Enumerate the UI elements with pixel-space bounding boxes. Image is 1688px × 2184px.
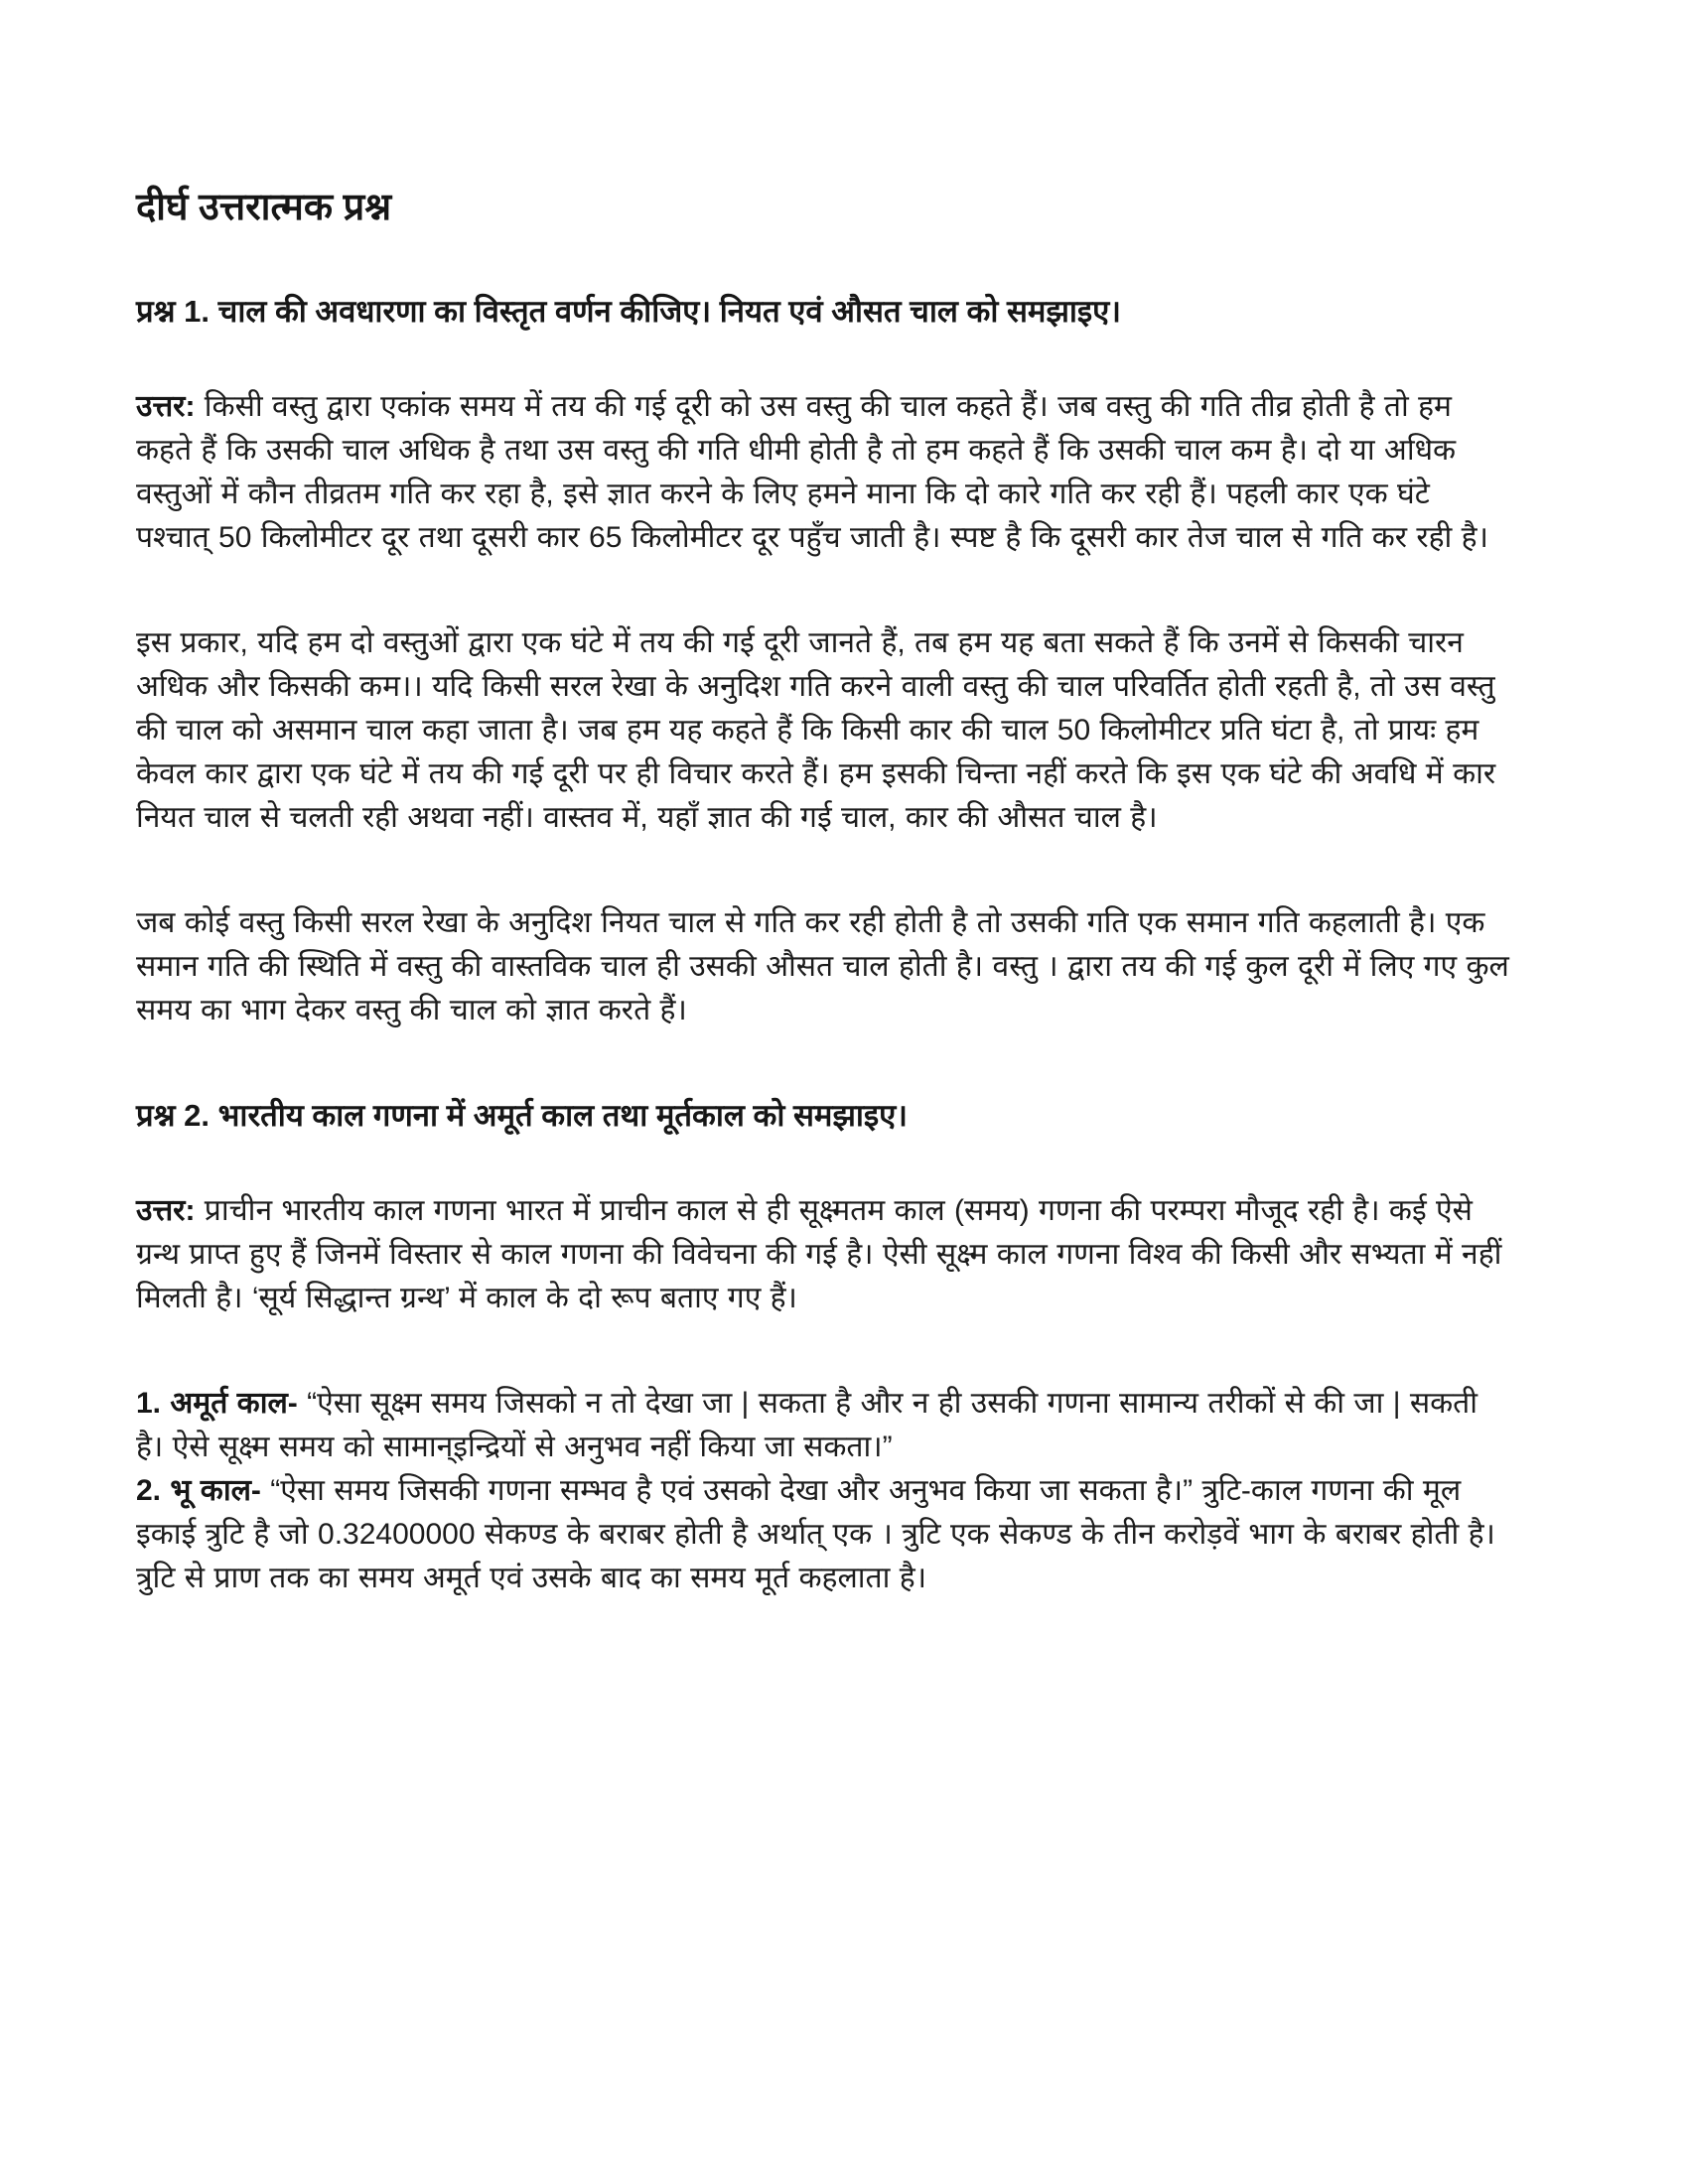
point-1: [136, 1382, 1511, 1469]
q1-answer-paragraph-1: [136, 385, 1511, 560]
point-2-label: 2. भू काल-: [136, 1474, 261, 1508]
q1-answer-paragraph-2: इस प्रकार, यदि हम दो वस्तुओं द्वारा एक घंटे में तय की गई दूरी जानते हैं, तब हम यह बता सकते हैं कि उनमें से किसकी चारन अधिक और किसकी कम।। यदि किसी सरल रेखा के अनुदिश गति करने वाली वस्तु की चाल परिवर्तित होती रहती है, तो उस वस्तु की चाल को असमान चाल कहा जाता है। जब हम यह कहते हैं कि किसी कार की चाल 50 किलोमीटर प्रति घंटा है, तो प्रायः हम केवल कार द्वारा एक घंटे में तय की गई दूरी पर ही विचार करते हैं। हम इसकी चिन्ता नहीं करते कि इस एक घंटे की अवधि में कार नियत चाल से चलती रही अथवा नहीं। वास्तव में, यहाँ ज्ञात की गई चाल, कार की औसत चाल है।: [136, 626, 1496, 835]
q2-points-block: [136, 1382, 1511, 1600]
point-2-text: “ऐसा समय जिसकी गणना सम्भव है एवं उसको देखा और अनुभव किया जा सकता है।” त्रुटि-काल गणना की मूल इकाई त्रुटि है जो 0.32400000 सेकण्ड के बराबर होती है अर्थात् एक । त्रुटि एक सेकण्ड के तीन करोड़वें भाग के बराबर होती है। त्रुटि से प्राण तक का समय अमूर्त एवं उसके बाद का समय मूर्त कहलाता है।: [136, 1474, 1495, 1595]
page-title: दीर्घ उत्तरात्मक प्रश्न: [136, 187, 392, 228]
content-column: [136, 184, 1511, 1600]
q1-answer-paragraph-1-text: किसी वस्तु द्वारा एकांक समय में तय की गई दूरी को उस वस्तु की चाल कहते हैं। जब वस्तु की गति तीव्र होती है तो हम कहते हैं कि उसकी चाल अधिक है तथा उस वस्तु की गति धीमी होती है तो हम कहते हैं कि उसकी चाल कम है। दो या अधिक वस्तुओं में कौन तीव्रतम गति कर रहा है, इसे ज्ञात करने के लिए हमने माना कि दो कारे गति कर रही हैं। पहली कार एक घंटे पश्चात् 50 किलोमीटर दूर तथा दूसरी कार 65 किलोमीटर दूर पहुँच जाती है। स्पष्ट है कि दूसरी कार तेज चाल से गति कर रही है।: [136, 390, 1488, 555]
q2-answer-label: उत्तर:: [136, 1194, 196, 1228]
q1-answer-label: उत्तर:: [136, 390, 196, 424]
question-2-heading: प्रश्न 2. भारतीय काल गणना में अमूर्त काल तथा मूर्तकाल को समझाइए।: [136, 1098, 909, 1134]
q2-answer-paragraph-1-text: प्राचीन भारतीय काल गणना भारत में प्राचीन काल से ही सूक्ष्मतम काल (समय) गणना की परम्परा मौजूद रही है। कई ऐसे ग्रन्थ प्राप्त हुए हैं जिनमें विस्तार से काल गणना की विवेचना की गई है। ऐसी सूक्ष्म काल गणना विश्व की किसी और सभ्यता में नहीं मिलती है। ‘सूर्य सिद्धान्त ग्रन्थ’ में काल के दो रूप बताए गए हैं।: [136, 1194, 1502, 1315]
q2-answer-paragraph-1: [136, 1189, 1511, 1320]
question-1-heading: प्रश्न 1. चाल की अवधारणा का विस्तृत वर्णन कीजिए। नियत एवं औसत चाल को समझाइए।: [136, 294, 1122, 330]
point-1-label: 1. अमूर्त काल-: [136, 1387, 298, 1421]
point-2: [136, 1469, 1511, 1600]
point-1-text: “ऐसा सूक्ष्म समय जिसको न तो देखा जा | सकता है और न ही उसकी गणना सामान्य तरीकों से की जा | सकती है। ऐसे सूक्ष्म समय को सामान्इन्द्रियों से अनुभव नहीं किया जा सकता।”: [136, 1387, 1478, 1464]
q1-answer-paragraph-3: जब कोई वस्तु किसी सरल रेखा के अनुदिश नियत चाल से गति कर रही होती है तो उसकी गति एक समान गति कहलाती है। एक समान गति की स्थिति में वस्तु की वास्तविक चाल ही उसकी औसत चाल होती है। वस्तु । द्वारा तय की गई कुल दूरी में लिए गए कुल समय का भाग देकर वस्तु की चाल को ज्ञात करते हैं।: [136, 906, 1509, 1027]
